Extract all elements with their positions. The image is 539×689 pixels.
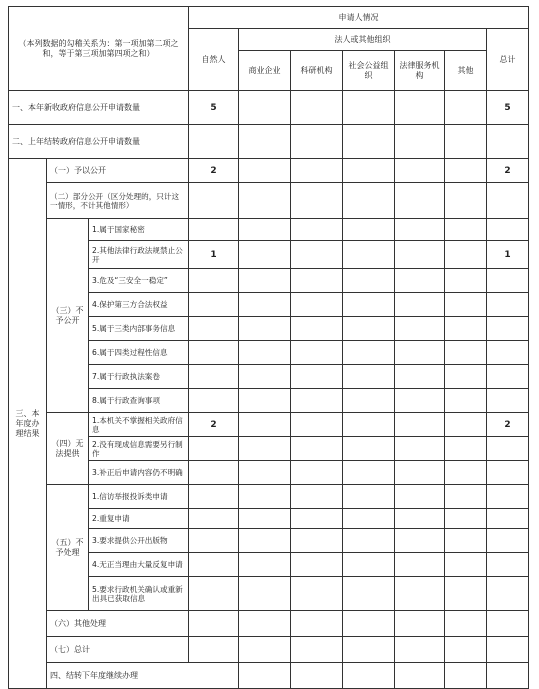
row-label: 1.本机关不掌握相关政府信息	[89, 413, 189, 437]
header-total: 总计	[487, 29, 529, 91]
row-label: 1.属于国家秘密	[89, 219, 189, 241]
cell-total: 2	[487, 413, 529, 437]
table-row	[9, 413, 529, 437]
table-row	[9, 219, 529, 241]
cell-natural: 5	[189, 91, 239, 125]
disclosure-statistics-table	[8, 6, 529, 689]
row-label: 1.信访举报投诉类申请	[89, 485, 189, 509]
cell-natural: 1	[189, 241, 239, 269]
row-label: （六）其他处理	[47, 611, 189, 637]
row-label: 2.没有现成信息需要另行制作	[89, 437, 189, 461]
document-page	[8, 6, 528, 689]
header-other: 其他	[445, 51, 487, 91]
header-commercial: 商业企业	[239, 51, 291, 91]
row-label: 4.无正当理由大量反复申请	[89, 553, 189, 577]
table-row	[9, 663, 529, 689]
table-row	[9, 159, 529, 183]
row-label: 4.保护第三方合法权益	[89, 293, 189, 317]
table-row	[9, 125, 529, 159]
row-label: 5.要求行政机关确认或重新出具已获取信息	[89, 577, 189, 611]
header-legal-service: 法律服务机构	[395, 51, 445, 91]
header-social-welfare: 社会公益组织	[343, 51, 395, 91]
header-note: （本列数据的勾稽关系为：第一项加第二项之和，等于第三项加第四项之和）	[9, 7, 189, 91]
table-row	[9, 485, 529, 509]
row-label: （二）部分公开（区分处理的，只计这一情形，不计其他情形）	[47, 183, 189, 219]
row-label: 2.其他法律行政法规禁止公开	[89, 241, 189, 269]
header-natural-person: 自然人	[189, 29, 239, 91]
row-label: 2.重复申请	[89, 509, 189, 529]
cell-total: 1	[487, 241, 529, 269]
section3-label: 三、本年度办理结果	[9, 159, 47, 689]
row-label: 四、结转下年度继续办理	[47, 663, 239, 689]
row-label: 3.要求提供公开出版物	[89, 529, 189, 553]
cell-natural: 2	[189, 159, 239, 183]
unable-label: （四）无法提供	[47, 413, 89, 485]
row-label: 6.属于四类过程性信息	[89, 341, 189, 365]
header-legal-person-group: 法人或其他组织	[239, 29, 487, 51]
row-label: 二、上年结转政府信息公开申请数量	[9, 125, 189, 159]
row-label: 5.属于三类内部事务信息	[89, 317, 189, 341]
row-label: 3.危及“三安全一稳定”	[89, 269, 189, 293]
not-disclose-label: （三）不予公开	[47, 219, 89, 413]
row-label: 8.属于行政查询事项	[89, 389, 189, 413]
not-handled-label: （五）不予处理	[47, 485, 89, 611]
cell-total: 5	[487, 91, 529, 125]
row-label: （一）予以公开	[47, 159, 189, 183]
table-row	[9, 183, 529, 219]
table-row	[9, 637, 529, 663]
row-label: 一、本年新收政府信息公开申请数量	[9, 91, 189, 125]
table-row	[9, 611, 529, 637]
table-row	[9, 91, 529, 125]
row-label: 3.补正后申请内容仍不明确	[89, 461, 189, 485]
header-applicant: 申请人情况	[189, 7, 529, 29]
cell-total: 2	[487, 159, 529, 183]
cell-natural: 2	[189, 413, 239, 437]
header-research: 科研机构	[291, 51, 343, 91]
row-label: 7.属于行政执法案卷	[89, 365, 189, 389]
row-label: （七）总计	[47, 637, 189, 663]
